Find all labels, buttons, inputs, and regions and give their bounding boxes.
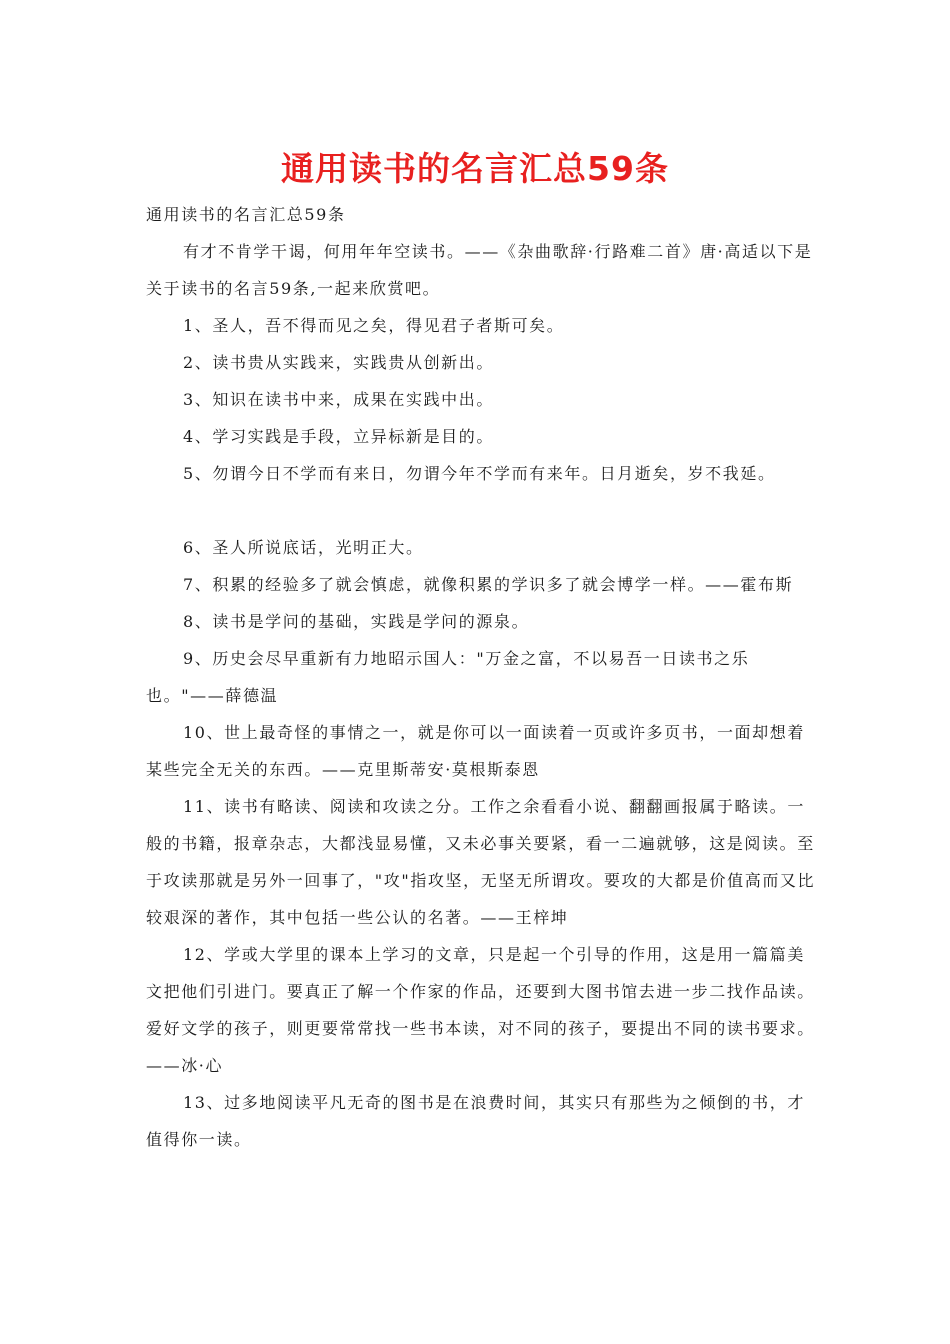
quote-item: 7、积累的经验多了就会慎虑，就像积累的学识多了就会博学一样。——霍布斯 [183, 575, 794, 594]
quote-item: 12、学或大学里的课本上学习的文章，只是起一个引导的作用，这是用一篇篇美文把他们引进门。要真正了解一个作家的作品，还要到大图书馆去进一步二找作品读。爱好文学的孩子，则更要常常找一些书本读，对不同的孩子，要提出不同的读书要求。——冰·心 [146, 945, 815, 1075]
intro-paragraph: 有才不肯学干谒，何用年年空读书。——《杂曲歌辞·行路难二首》唐·高适以下是关于读书的名言59条,一起来欣赏吧。 [146, 242, 813, 298]
quote-item: 5、勿谓今日不学而有来日，勿谓今年不学而有来年。日月逝矣，岁不我延。 [183, 464, 776, 483]
quote-item: 9、历史会尽早重新有力地昭示国人："万金之富，不以易吾一日读书之乐也。"——薛德温 [146, 649, 750, 705]
quote-item: 4、学习实践是手段，立异标新是目的。 [183, 427, 494, 446]
document-title: 通用读书的名言汇总59条 [281, 149, 669, 188]
quote-item: 1、圣人，吾不得而见之矣，得见君子者斯可矣。 [183, 316, 565, 335]
document-body [146, 196, 816, 1158]
quote-item: 3、知识在读书中来，成果在实践中出。 [183, 390, 494, 409]
paragraph-spacer [146, 492, 816, 529]
quote-item: 10、世上最奇怪的事情之一，就是你可以一面读着一页或许多页书，一面却想着某些完全无关的东西。——克里斯蒂安·莫根斯泰恩 [146, 723, 805, 779]
document-subtitle: 通用读书的名言汇总59条 [146, 205, 346, 224]
quote-item: 8、读书是学问的基础，实践是学问的源泉。 [183, 612, 530, 631]
quote-item: 2、读书贵从实践来，实践贵从创新出。 [183, 353, 494, 372]
quote-item: 6、圣人所说底话，光明正大。 [183, 538, 424, 557]
quote-item: 13、过多地阅读平凡无奇的图书是在浪费时间，其实只有那些为之倾倒的书，才值得你一读。 [146, 1093, 805, 1149]
quote-item: 11、读书有略读、阅读和攻读之分。工作之余看看小说、翻翻画报属于略读。一般的书籍，报章杂志，大都浅显易懂，又未必事关要紧，看一二遍就够，这是阅读。至于攻读那就是另外一回事了，"攻"指攻坚，无坚无所谓攻。要攻的大都是价值高而又比较艰深的著作，其中包括一些公认的名著。——王梓坤 [146, 797, 816, 927]
